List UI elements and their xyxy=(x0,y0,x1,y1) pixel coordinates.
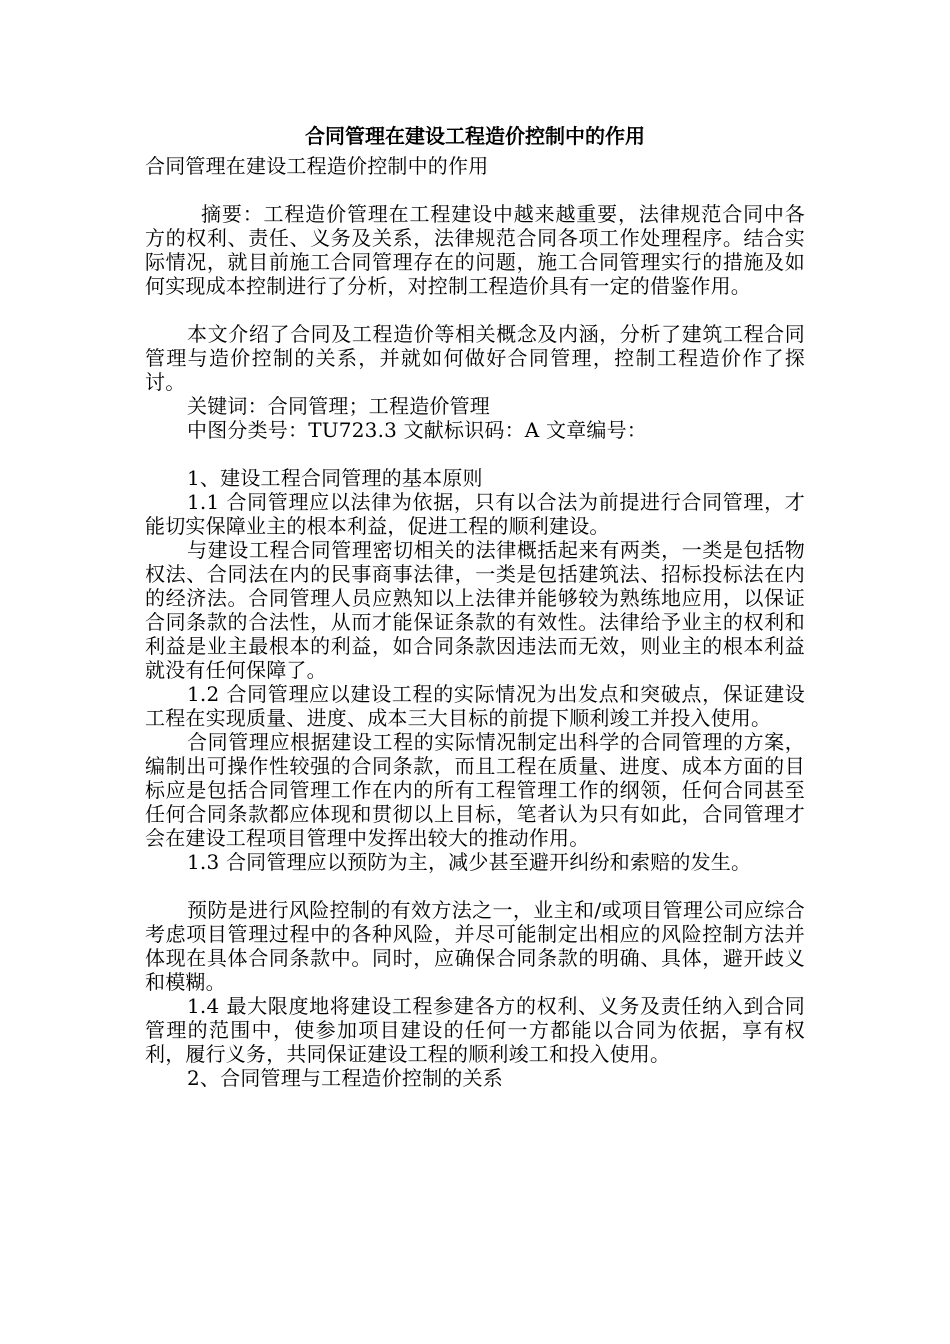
blank-line xyxy=(145,442,805,466)
blank-line xyxy=(145,874,805,898)
section-1-heading: 1、建设工程合同管理的基本原则 xyxy=(187,466,483,490)
document-title: 合同管理在建设工程造价控制中的作用 xyxy=(305,124,645,148)
paragraph-1-1-detail: 与建设工程合同管理密切相关的法律概括起来有两类，一类是包括物权法、合同法在内的民事商事法律，一类是包括建筑法、招标投标法在内的经济法。合同管理人员应熟知以上法律并能够较为熟练地应用，以保证合同条款的合法性，从而才能保证条款的有效性。法律给予业主的权利和利益是业主最根本的利益，如合同条款因违法而无效，则业主的根本利益就没有任何保障了。 xyxy=(145,538,805,682)
paragraph-1-2-detail: 合同管理应根据建设工程的实际情况制定出科学的合同管理的方案，编制出可操作性较强的合同条款，而且工程在质量、进度、成本方面的目标应是包括合同管理工作在内的所有工程管理工作的纲领，任何合同甚至任何合同条款都应体现和贯彻以上目标，笔者认为只有如此，合同管理才会在建设工程项目管理中发挥出较大的推动作用。 xyxy=(145,730,805,850)
document-subtitle: 合同管理在建设工程造价控制中的作用 xyxy=(145,154,489,178)
blank-line xyxy=(145,178,805,202)
paragraph-1-2: 1.2 合同管理应以建设工程的实际情况为出发点和突破点，保证建设工程在实现质量、进度、成本三大目标的前提下顺利竣工并投入使用。 xyxy=(145,682,805,730)
keywords-line: 关键词：合同管理；工程造价管理 xyxy=(187,394,490,418)
paragraph-1-1: 1.1 合同管理应以法律为依据，只有以合法为前提进行合同管理，才能切实保障业主的根本利益，促进工程的顺利建设。 xyxy=(145,490,805,538)
intro-paragraph: 本文介绍了合同及工程造价等相关概念及内涵，分析了建筑工程合同管理与造价控制的关系，并就如何做好合同管理，控制工程造价作了探讨。 xyxy=(145,322,805,394)
section-2-heading: 2、合同管理与工程造价控制的关系 xyxy=(187,1066,503,1090)
paragraph-1-3-detail: 预防是进行风险控制的有效方法之一，业主和/或项目管理公司应综合考虑项目管理过程中的各种风险，并尽可能制定出相应的风险控制方法并体现在具体合同条款中。同时，应确保合同条款的明确、具体，避开歧义和模糊。 xyxy=(145,898,805,994)
blank-line xyxy=(145,298,805,322)
document-page xyxy=(145,118,805,1090)
classification-line: 中图分类号：TU723.3 文献标识码：A 文章编号： xyxy=(187,418,648,442)
paragraph-1-3: 1.3 合同管理应以预防为主，减少甚至避开纠纷和索赔的发生。 xyxy=(187,850,752,874)
abstract-paragraph: 摘要：工程造价管理在工程建设中越来越重要，法律规范合同中各方的权利、责任、义务及关系，法律规范合同各项工作处理程序。结合实际情况，就目前施工合同管理存在的问题，施工合同管理实行的措施及如何实现成本控制进行了分析，对控制工程造价具有一定的借鉴作用。 xyxy=(145,202,805,298)
paragraph-1-4: 1.4 最大限度地将建设工程参建各方的权利、义务及责任纳入到合同管理的范围中，使参加项目建设的任何一方都能以合同为依据，享有权利，履行义务，共同保证建设工程的顺利竣工和投入使用。 xyxy=(145,994,805,1066)
